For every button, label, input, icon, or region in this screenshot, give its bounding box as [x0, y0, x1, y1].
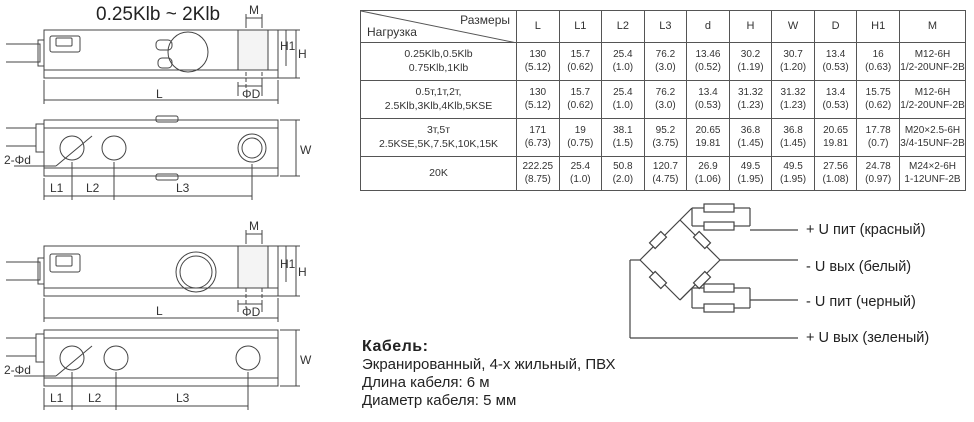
value-mm: 76.2 — [655, 49, 676, 60]
table-cell — [729, 157, 772, 191]
value-mm: 50.8 — [613, 161, 633, 172]
table-cell — [687, 81, 730, 119]
table-cell — [602, 157, 645, 191]
value-mm: M24×2-6H — [909, 161, 956, 172]
table-header-row — [361, 11, 966, 43]
value-inch: (3.0) — [655, 99, 676, 111]
table-cell — [559, 157, 602, 191]
wire-label-green: + U вых (зеленый) — [806, 330, 930, 346]
column-header: W — [772, 11, 815, 43]
column-header: L2 — [602, 11, 645, 43]
value-inch: (1.0) — [570, 173, 591, 185]
value-inch: 3/4-15UNF-2B — [900, 137, 965, 149]
load-line: 3т,5т — [426, 124, 451, 137]
column-header: L — [517, 11, 560, 43]
dim-L3-bottom: L3 — [176, 391, 190, 405]
value-inch: (1.06) — [694, 173, 722, 185]
table-row — [361, 43, 966, 81]
cable-line-length: Длина кабеля: 6 м — [362, 374, 490, 391]
load-cell — [361, 43, 517, 81]
value-mm: 130 — [529, 49, 547, 60]
value-inch: (3.0) — [655, 61, 676, 73]
table-cell — [559, 81, 602, 119]
dim-H-top: H — [298, 47, 307, 61]
value-mm: 222.25 — [522, 161, 554, 172]
load-cell — [361, 157, 517, 191]
value-mm: 95.2 — [655, 125, 676, 136]
table-cell — [644, 81, 687, 119]
table-row — [361, 81, 966, 119]
value-inch: 1/2-20UNF-2B — [900, 61, 965, 73]
table-cell — [602, 119, 645, 157]
dim-L2-bottom: L2 — [88, 391, 102, 405]
load-cell — [361, 119, 517, 157]
dim-phid-top: 2-Φd — [4, 153, 31, 167]
table-cell — [729, 81, 772, 119]
table-cell — [602, 81, 645, 119]
table-cell — [772, 157, 815, 191]
value-mm: 25.4 — [613, 87, 633, 98]
table-cell — [517, 157, 560, 191]
value-mm: 130 — [529, 87, 547, 98]
value-mm: 17.78 — [865, 125, 891, 136]
table-cell — [559, 43, 602, 81]
value-inch: (1.23) — [737, 99, 764, 111]
value-inch: (0.97) — [865, 173, 892, 185]
dimensions-table — [360, 10, 966, 191]
value-mm: 16 — [872, 49, 884, 60]
value-inch: (1.23) — [779, 99, 807, 111]
wiring-bridge-diagram — [620, 196, 810, 346]
column-header: L1 — [559, 11, 602, 43]
table-cell — [814, 43, 857, 81]
column-header: d — [687, 11, 730, 43]
table-cell — [687, 119, 730, 157]
table-cell — [687, 157, 730, 191]
value-inch: 1-12UNF-2B — [904, 173, 961, 185]
dim-M-bottom: M — [249, 219, 259, 233]
dim-L3-top: L3 — [176, 181, 190, 195]
table-cell — [559, 119, 602, 157]
table-cell — [857, 81, 900, 119]
value-mm: 24.78 — [865, 161, 891, 172]
table-cell — [517, 119, 560, 157]
value-mm: 30.7 — [783, 49, 803, 60]
value-inch: (6.73) — [524, 137, 551, 149]
value-inch: (1.45) — [737, 137, 764, 149]
column-header: D — [814, 11, 857, 43]
dim-phid-bottom: 2-Φd — [4, 363, 31, 377]
value-mm: 38.1 — [613, 125, 633, 136]
table-cell — [900, 43, 966, 81]
table-cell — [857, 119, 900, 157]
value-mm: 13.46 — [695, 49, 721, 60]
value-mm: 36.8 — [740, 125, 761, 136]
value-inch: (1.0) — [612, 61, 634, 73]
value-inch: (1.20) — [779, 61, 807, 73]
value-inch: 19.81 — [823, 137, 849, 149]
value-mm: M12-6H — [914, 49, 951, 60]
value-inch: (4.75) — [652, 173, 679, 185]
value-mm: 19 — [574, 125, 586, 136]
table-cell — [900, 81, 966, 119]
value-inch: (1.5) — [612, 137, 634, 149]
load-line: 20K — [429, 166, 448, 179]
table-corner-cell — [361, 11, 517, 43]
table-cell — [517, 43, 560, 81]
dim-phiD-top: ΦD — [242, 87, 261, 101]
value-mm: 26.9 — [698, 161, 718, 172]
table-cell — [900, 157, 966, 191]
table-row — [361, 157, 966, 191]
load-cell-drawings — [0, 0, 350, 422]
column-header: L3 — [644, 11, 687, 43]
table-cell — [772, 81, 815, 119]
table-cell — [602, 43, 645, 81]
value-mm: 30.2 — [740, 49, 761, 60]
column-header: H — [729, 11, 772, 43]
load-line: 0.5т,1т,2т, — [415, 86, 462, 99]
value-inch: 19.81 — [695, 137, 721, 149]
header-dimensions: Размеры — [460, 13, 510, 27]
table-cell — [687, 43, 730, 81]
table-cell — [857, 157, 900, 191]
dim-L1-bottom: L1 — [50, 391, 64, 405]
header-load: Нагрузка — [367, 25, 417, 39]
load-line: 0.75Klb,1Klb — [408, 61, 469, 74]
value-inch: (1.08) — [822, 173, 849, 185]
dim-W-bottom: W — [300, 353, 312, 367]
cable-specs — [362, 338, 615, 410]
column-header: M — [900, 11, 966, 43]
table-cell — [814, 119, 857, 157]
value-mm: 25.4 — [570, 161, 591, 172]
value-inch: (0.53) — [694, 99, 722, 111]
column-header: H1 — [857, 11, 900, 43]
value-inch: (0.7) — [867, 137, 889, 149]
value-mm: 49.5 — [783, 161, 803, 172]
value-mm: 15.7 — [570, 87, 591, 98]
value-inch: (1.95) — [737, 173, 764, 185]
value-inch: (2.0) — [612, 173, 634, 185]
value-inch: (5.12) — [524, 99, 551, 111]
load-line: 2.5Klb,3Klb,4Klb,5KSE — [384, 99, 493, 112]
value-mm: 15.7 — [570, 49, 591, 60]
value-inch: (5.12) — [524, 61, 551, 73]
value-mm: 36.8 — [783, 125, 803, 136]
value-inch: (1.95) — [779, 173, 807, 185]
value-mm: 15.75 — [865, 87, 891, 98]
value-inch: (0.75) — [567, 137, 594, 149]
cable-heading: Кабель: — [362, 338, 429, 355]
value-mm: 20.65 — [695, 125, 721, 136]
table-cell — [772, 119, 815, 157]
table-cell — [772, 43, 815, 81]
table-cell — [857, 43, 900, 81]
table-cell — [729, 119, 772, 157]
wire-label-red: + U пит (красный) — [806, 222, 926, 238]
dim-L2-top: L2 — [86, 181, 100, 195]
dim-H1-bottom: H1 — [280, 257, 296, 271]
value-mm: 49.5 — [740, 161, 761, 172]
value-mm: 25.4 — [613, 49, 633, 60]
value-inch: (0.62) — [567, 99, 594, 111]
dim-L-bottom: L — [156, 304, 163, 318]
table-cell — [814, 157, 857, 191]
value-inch: (0.53) — [822, 99, 849, 111]
table-cell — [814, 81, 857, 119]
cable-line-shielding: Экранированный, 4-х жильный, ПВХ — [362, 356, 616, 373]
value-inch: (0.53) — [822, 61, 849, 73]
load-cell — [361, 81, 517, 119]
value-mm: M12-6H — [914, 87, 951, 98]
dim-phiD-bottom: ΦD — [242, 305, 261, 319]
table-cell — [644, 157, 687, 191]
wire-label-white: - U вых (белый) — [806, 259, 912, 275]
dim-L1-top: L1 — [50, 181, 64, 195]
value-mm: 27.56 — [823, 161, 849, 172]
value-mm: 31.32 — [780, 87, 806, 98]
load-line: 0.25Klb,0.5Klb — [404, 48, 473, 61]
value-mm: 171 — [529, 125, 547, 136]
value-inch: (1.45) — [779, 137, 807, 149]
table-cell — [729, 43, 772, 81]
value-mm: M20×2.5-6H — [904, 125, 961, 136]
table-cell — [644, 43, 687, 81]
value-inch: 1/2-20UNF-2B — [900, 99, 965, 111]
value-inch: (0.52) — [694, 61, 722, 73]
value-inch: (1.19) — [737, 61, 764, 73]
load-line: 2.5KSE,5K,7.5K,10K,15K — [378, 137, 499, 150]
wire-label-black: - U пит (черный) — [806, 294, 916, 310]
value-inch: (0.62) — [865, 99, 892, 111]
table-cell — [900, 119, 966, 157]
value-mm: 13.4 — [825, 49, 846, 60]
dim-W-top: W — [300, 143, 312, 157]
value-mm: 120.7 — [652, 161, 678, 172]
value-mm: 76.2 — [655, 87, 676, 98]
table-cell — [644, 119, 687, 157]
dim-L-top: L — [156, 87, 163, 101]
value-mm: 20.65 — [823, 125, 849, 136]
value-mm: 13.4 — [825, 87, 846, 98]
value-inch: (0.62) — [567, 61, 594, 73]
page-title: 0.25Klb ~ 2Klb — [96, 4, 221, 25]
value-mm: 13.4 — [698, 87, 718, 98]
dim-H1-top: H1 — [280, 39, 296, 53]
value-inch: (0.63) — [865, 61, 892, 73]
cable-line-diameter: Диаметр кабеля: 5 мм — [362, 392, 517, 409]
dim-M-top: M — [249, 3, 259, 17]
value-inch: (3.75) — [652, 137, 679, 149]
value-inch: (1.0) — [612, 99, 634, 111]
value-mm: 31.32 — [737, 87, 764, 98]
dim-H-bottom: H — [298, 265, 307, 279]
value-inch: (8.75) — [524, 173, 551, 185]
table-row — [361, 119, 966, 157]
table-cell — [517, 81, 560, 119]
